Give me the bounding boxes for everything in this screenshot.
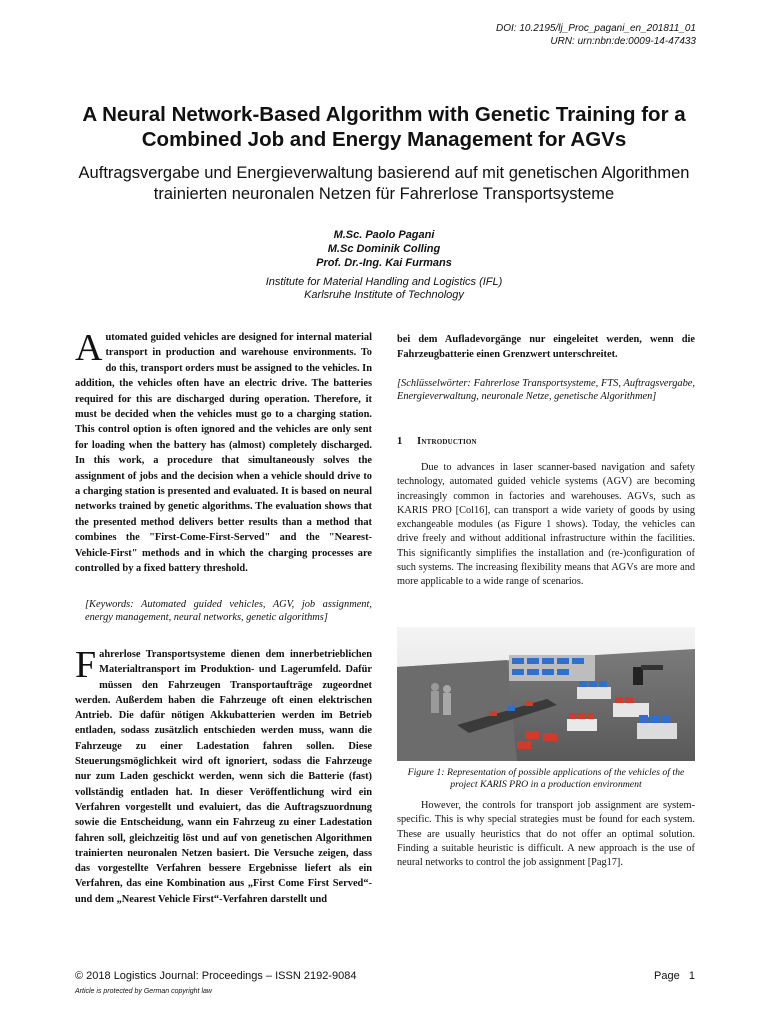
paper-subtitle: Auftragsvergabe und Energieverwaltung basierend auf mit genetischen Algorithmen trainierten neuronalen Netzen für Fahrerlose Transportsysteme (78, 164, 690, 203)
abstract-german (75, 644, 372, 907)
section-title: Introduction (417, 436, 477, 447)
dropcap-a: A (75, 327, 103, 369)
abstract-english (75, 327, 372, 577)
author-2: M.Sc Dominik Colling (327, 243, 441, 255)
page-number: Page 1 (654, 970, 695, 982)
figure-caption: Figure 1: Representation of possible applications of the vehicles of the project KARIS PRO in a production environment (407, 767, 685, 790)
figure-agv-production (397, 627, 695, 761)
keywords-english: [Keywords: Automated guided vehicles, AGV, job assignment, energy management, neural networks, genetic algorithms] (85, 599, 372, 623)
section-heading (397, 436, 695, 447)
intro-paragraph-1: Due to advances in laser scanner-based navigation and safety technology, automated guided vehicle systems (AGV) are becoming increasingly common in factories and warehouses. AGVs, such as KARIS PRO [Col16], can transport a wide variety of goods by using exchangeable modules (as Figure 1 shows). Today, the vehicles can drive freely and without additional infrastructure within the facilities. This significantly simplifies the installation and (re-)configuration of such systems. The increasing flexibility means that AGVs are more and more applicable to a wide range of scenarios. (397, 462, 695, 588)
copyright-note: Article is protected by German copyright law (75, 988, 212, 995)
urn-text: URN: urn:nbn:de:0009-14-47433 (550, 36, 696, 47)
abstract-english-text: utomated guided vehicles are designed for internal material transport in production and warehouse environments. To do this, transport orders must be assigned to the vehicles. In addition, the vehicles often have an electric drive. The batteries required for this are discharged during operation. Therefore, it must be decided when the vehicles must go to a charging station. This control option is often ignored and the vehicles are only sent for loading when the battery has (almost) completely discharged. In this work, a procedure that simultaneously solves the assignment of jobs and the decision when a vehicle should drive to a charging station is presented and evaluated. It is based on neural networks trained by genetic algorithms. The evaluation shows that the presented method delivers better results than a method that combines the "First-Come-First-Served" and the "Nearest-Vehicle-First" methods and in which the charging processes are controlled by a fixed battery threshold. (75, 332, 372, 575)
institution (0, 276, 768, 302)
section-number: 1 (397, 436, 403, 447)
keywords-german: [Schlüsselwörter: Fahrerlose Transportsysteme, FTS, Auftragsvergabe, Energieverwaltung, neuronale Netze, genetische Algorithmen] (397, 378, 695, 402)
doi-header (496, 22, 696, 48)
institution-line-2: Karlsruhe Institute of Technology (304, 289, 464, 301)
abstract-german-text: ahrerlose Transportsysteme dienen dem innerbetrieblichen Materialtransport im Produktion- und Lagerumfeld. Dafür müssen den Fahrzeugen Transportaufträge zugeordnet werden. Außerdem haben die Fahrzeuge oft einen elektrischen Antrieb. Die dafür nötigen Akkubatterien werden im Betrieb entladen, sodass zusätzlich entschieden werden muss, wann die Fahrzeuge zu einer Ladestation fahren sollen. Diese Steuerungsmöglichkeit wird oft ignoriert, sodass die Fahrzeuge nur zum Laden geschickt werden, wenn sich die Batterie (fast) vollständig entladen hat. In dieser Veröffentlichung wird ein Verfahren vorgestellt und evaluiert, das die Auftragszuordnung sowie die Entscheidung, wann ein Fahrzeug zu einer Ladestation fahren soll, gleichzeitig löst und auf von genetischen Algorithmen trainierten neuronalen Netzen basiert. Die Versuche zeigen, dass das vorgestellte Verfahren bessere Ergebnisse liefert als ein Verfahren, das eine Kombination aus „First Come First Served“- und dem „Nearest Vehicle First“-Verfahren darstellt und (75, 649, 372, 905)
intro-paragraph-2: However, the controls for transport job assignment are system-specific. This is why special strategies must be found for each system. These are usually heuristics that do not offer an optimal solution. Finding a suitable heuristic is difficult. A new approach is the use of neural networks to control the job assignment [Pag17]. (397, 800, 695, 869)
institution-line-1: Institute for Material Handling and Logistics (IFL) (265, 276, 503, 288)
abstract-german-continuation: bei dem Aufladevorgänge nur eingeleitet werden, wenn die Fahrzeugbatterie einen Grenzwert unterschreitet. (397, 334, 695, 360)
paper-title: A Neural Network-Based Algorithm with Genetic Training for a Combined Job and Energy Management for AGVs (82, 103, 686, 151)
doi-text: DOI: 10.2195/lj_Proc_pagani_en_201811_01 (496, 23, 696, 34)
author-1: M.Sc. Paolo Pagani (333, 229, 435, 241)
footer-copyright: © 2018 Logistics Journal: Proceedings – ISSN 2192-9084 (75, 970, 357, 982)
author-list (0, 228, 768, 270)
author-3: Prof. Dr.-Ing. Kai Furmans (316, 257, 452, 269)
dropcap-f: F (75, 644, 97, 686)
